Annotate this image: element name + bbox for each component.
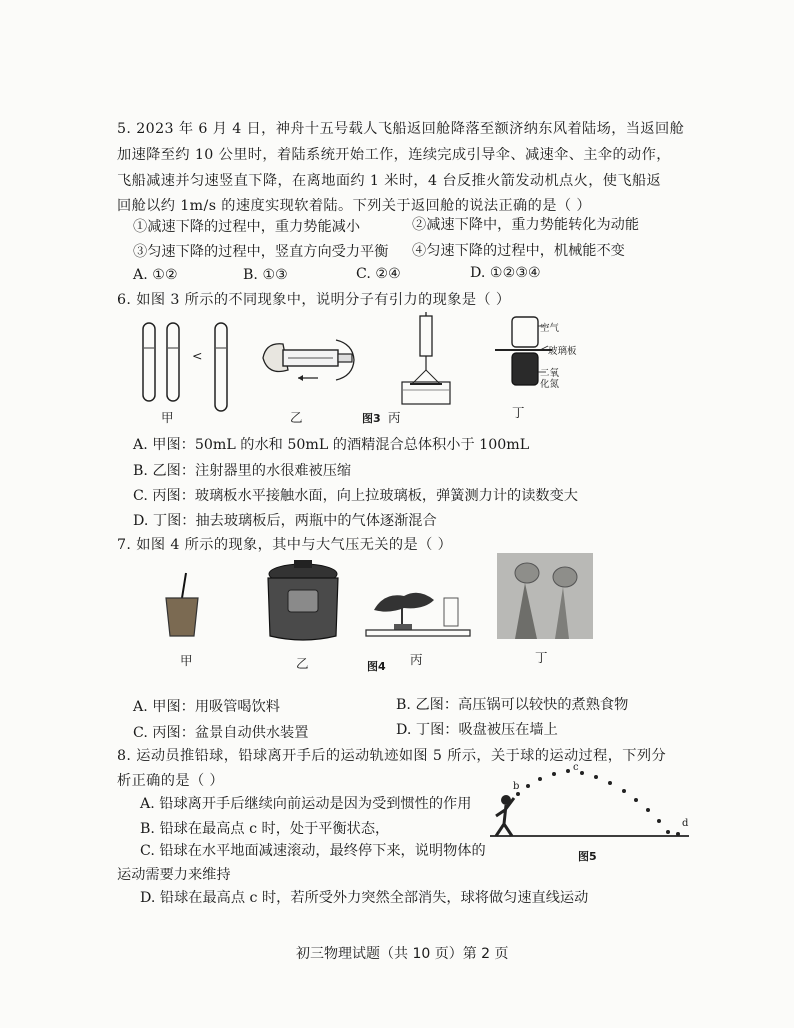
q5-option-b: B. ①③ [243, 267, 288, 283]
q6-option-b: B. 乙图：注射器里的水很难被压缩 [133, 463, 352, 479]
fig3-label-bing: 丙 [388, 410, 401, 425]
fig4-caption: 图4 [367, 660, 386, 673]
fig4-suction-cups-photo [497, 553, 593, 639]
q8-option-b: B. 铅球在最高点 c 时，处于平衡状态， [140, 821, 390, 837]
q5-option-d: D. ①②③④ [470, 265, 541, 281]
fig4-label-jia: 甲 [180, 653, 193, 668]
fig4-label-yi: 乙 [296, 656, 309, 671]
q5-statement-2: ②减速下降中，重力势能转化为动能 [412, 217, 640, 233]
q5-stem-line3: 飞船减速并匀速竖直下降，在离地面约 1 米时，4 台反推火箭发动机点火，使飞船返 [117, 173, 662, 189]
fig3-label-jia: 甲 [161, 410, 174, 425]
fig5-point-c-label: c [573, 762, 579, 773]
q7-stem: 7. 如图 4 所示的现象，其中与大气压无关的是（ ） [117, 537, 453, 553]
fig3-spring-scale-illustration [398, 312, 458, 412]
q5-option-c: C. ②④ [356, 266, 401, 282]
fig5-point-d-label: d [682, 818, 689, 829]
fig5-caption: 图5 [578, 850, 597, 863]
q6-option-c: C. 丙图：玻璃板水平接触水面，向上拉玻璃板，弹簧测力计的读数变大 [133, 488, 578, 504]
q6-stem: 6. 如图 3 所示的不同现象中，说明分子有引力的现象是（ ） [117, 292, 511, 308]
q5-stem-line4: 回舱以约 1m/s 的速度实现软着陆。下列关于返回舱的说法正确的是（ ） [117, 198, 591, 214]
fig5-shot-put-trajectory [484, 764, 694, 854]
fig3-label-yi: 乙 [290, 410, 303, 425]
fig3-label-glass-plate: 玻璃板 [548, 346, 577, 357]
q6-option-d: D. 丁图：抽去玻璃板后，两瓶中的气体逐渐混合 [133, 513, 437, 529]
fig3-label-no2-1: 二氧 [540, 368, 560, 379]
q5-statement-1: ①减速下降的过程中，重力势能减小 [133, 219, 361, 235]
fig3-label-no2-2: 化氮 [540, 379, 560, 390]
q7-option-a: A. 甲图：用吸管喝饮料 [133, 699, 280, 715]
q7-option-c: C. 丙图：盆景自动供水装置 [133, 725, 309, 741]
q5-statement-4: ④匀速下降的过程中，机械能不变 [412, 243, 625, 259]
q5-stem-line2: 加速降至约 10 公里时，着陆系统开始工作，连续完成引导伞、减速伞、主伞的动作， [117, 147, 671, 163]
q7-option-b: B. 乙图：高压锅可以较快的煮熟食物 [396, 697, 629, 713]
q8-option-a: A. 铅球离开手后继续向前运动是因为受到惯性的作用 [140, 796, 472, 812]
q8-option-c-line1: C. 铅球在水平地面减速滚动，最终停下来，说明物体的 [140, 843, 486, 859]
fig4-label-bing: 丙 [410, 652, 423, 667]
fig3-less-than-sign: < [192, 348, 203, 363]
fig5-point-b-label: b [513, 781, 520, 792]
fig3-test-tubes-illustration [135, 318, 245, 418]
q8-option-d: D. 铅球在最高点 c 时，若所受外力突然全部消失，球将做匀速直线运动 [140, 890, 589, 906]
fig4-label-ding: 丁 [535, 650, 548, 665]
fig3-label-ding: 丁 [512, 405, 525, 420]
q7-option-d: D. 丁图：吸盘被压在墙上 [396, 722, 558, 738]
q5-statement-3: ③匀速下降的过程中，竖直方向受力平衡 [133, 244, 389, 260]
fig4-cup-straw-illustration [160, 568, 210, 643]
fig3-label-air: 空气 [540, 323, 560, 334]
q5-stem-line1: 5. 2023 年 6 月 4 日，神舟十五号载人飞船返回舱降落至额济纳东风着陆场，当返回舱 [117, 121, 685, 137]
q8-stem-line1: 8. 运动员推铅球，铅球离开手后的运动轨迹如图 5 所示，关于球的运动过程，下列分 [117, 748, 667, 764]
fig4-bonsai-water-supply-illustration [364, 582, 474, 642]
q8-option-c-line2: 运动需要力来维持 [117, 867, 231, 883]
fig4-pressure-cooker-illustration [258, 560, 348, 645]
fig3-syringe-illustration [258, 330, 358, 390]
q8-stem-line2: 析正确的是（ ） [117, 773, 225, 789]
q6-option-a: A. 甲图：50mL 的水和 50mL 的酒精混合总体积小于 100mL [133, 437, 530, 453]
page-footer: 初三物理试题（共 10 页）第 2 页 [296, 946, 509, 962]
fig3-caption: 图3 [362, 412, 381, 425]
q5-option-a: A. ①② [133, 267, 178, 283]
